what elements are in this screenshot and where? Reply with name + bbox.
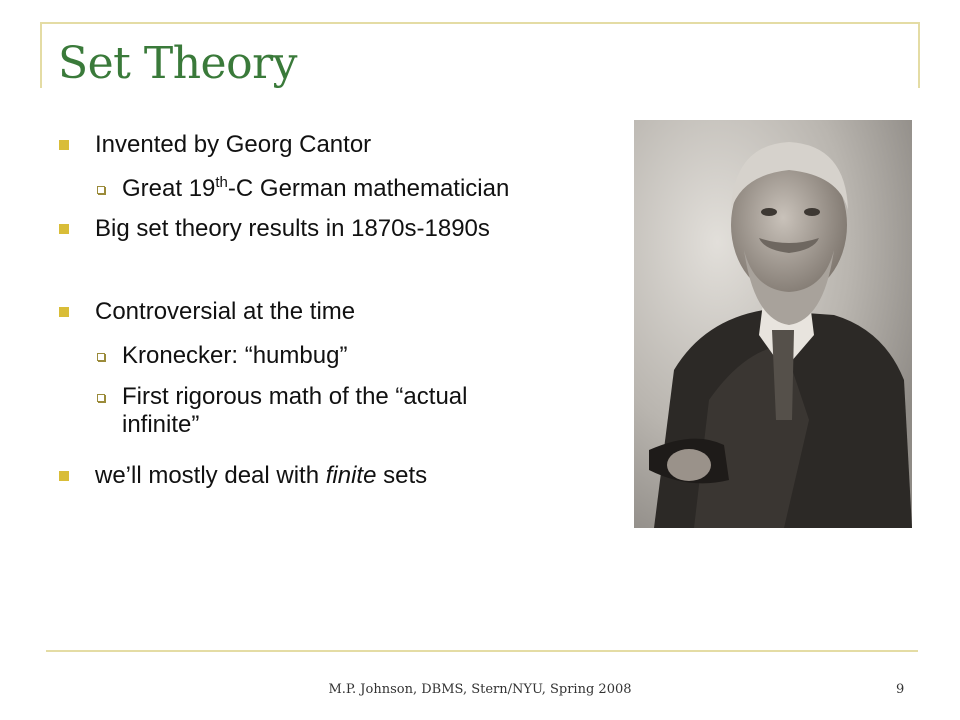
bullet-text: Invented by Georg Cantor bbox=[95, 131, 372, 158]
top-frame-line bbox=[40, 22, 920, 24]
left-frame-line bbox=[40, 22, 42, 88]
portrait-photo-icon bbox=[634, 120, 912, 528]
square-bullet-icon bbox=[59, 307, 69, 317]
footer-text: M.P. Johnson, DBMS, Stern/NYU, Spring 2008 bbox=[328, 682, 632, 697]
right-frame-line bbox=[918, 22, 920, 88]
sub-bullet-text: Great 19th-C German mathematician bbox=[122, 174, 510, 202]
bullet-text: Controversial at the time bbox=[95, 298, 356, 325]
hollow-square-bullet-icon bbox=[97, 186, 105, 194]
bullet-text: Big set theory results in 1870s-1890s bbox=[95, 215, 490, 242]
square-bullet-icon bbox=[59, 471, 69, 481]
hollow-square-bullet-icon bbox=[97, 353, 105, 361]
hollow-square-bullet-icon bbox=[97, 394, 105, 402]
square-bullet-icon bbox=[59, 140, 69, 150]
bullet-text: we’ll mostly deal with finite sets bbox=[95, 462, 428, 489]
square-bullet-icon bbox=[59, 224, 69, 234]
sub-bullet-text: Kronecker: “humbug” bbox=[122, 342, 348, 369]
page-number: 9 bbox=[896, 682, 905, 697]
footer-divider bbox=[46, 650, 918, 652]
sub-bullet-text: First rigorous math of the “actual infinite” bbox=[122, 383, 468, 438]
slide-title: Set Theory bbox=[58, 38, 297, 89]
cantor-portrait-photo bbox=[634, 120, 912, 528]
